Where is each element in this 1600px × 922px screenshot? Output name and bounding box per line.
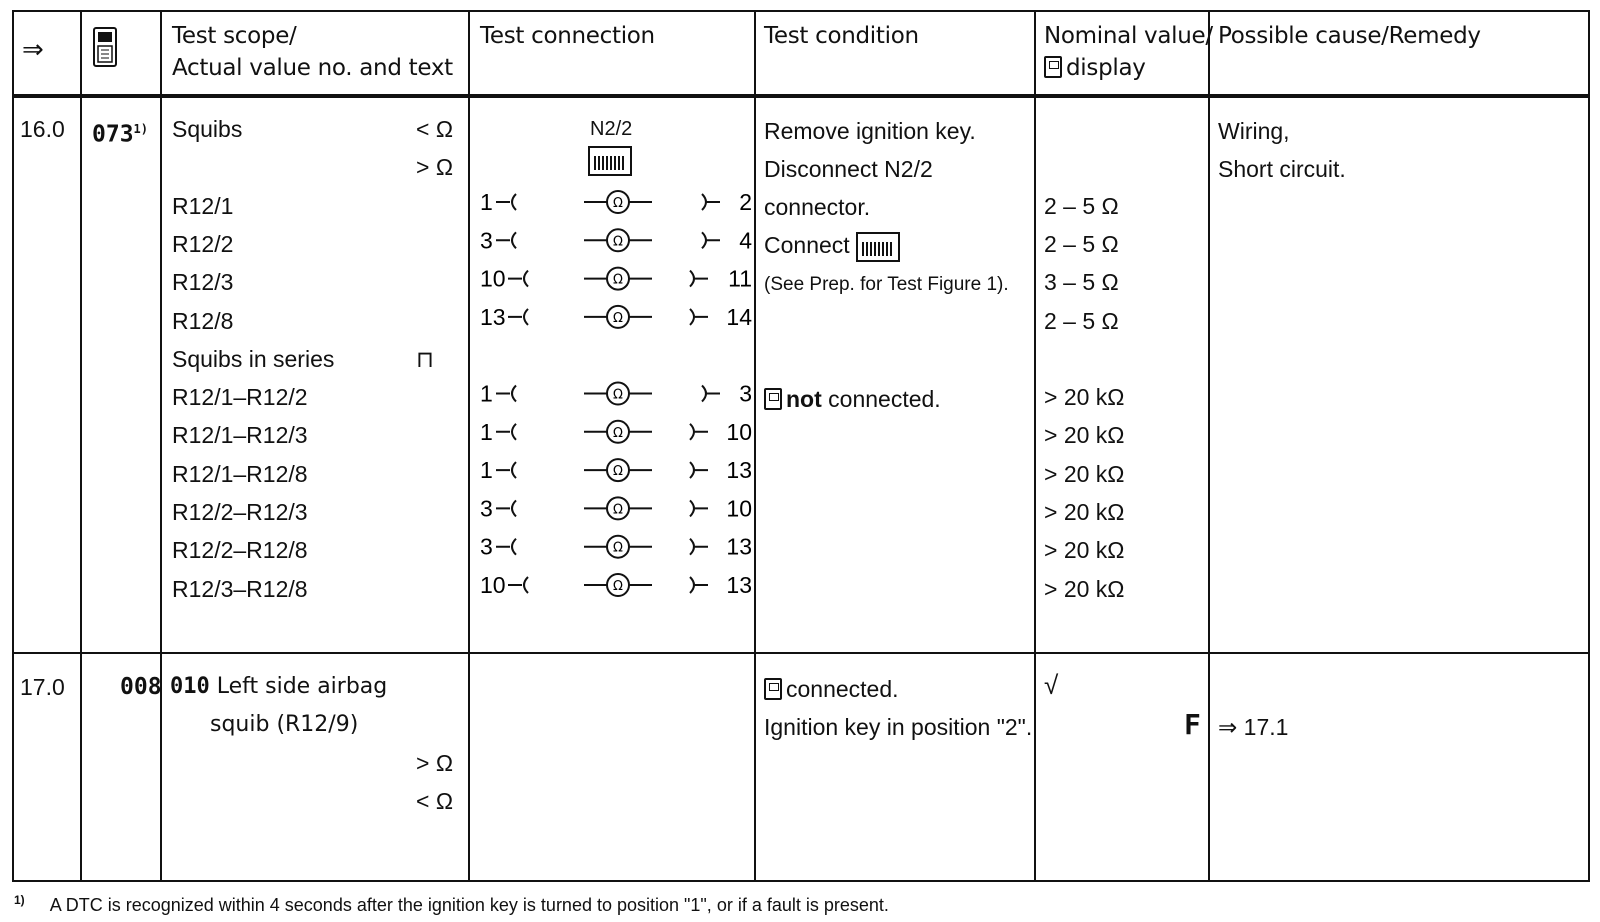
ohm-glyph: Ω [613,540,623,556]
pin-connections [470,182,754,602]
pin-number-a: 3 [480,227,493,254]
ohm-glyph: Ω [613,196,623,211]
scope-item: Squibs in series [172,345,335,372]
connector-plug [496,386,516,402]
nominal-value: 3 – 5 Ω [1044,269,1119,296]
nominal-value: 2 – 5 Ω [1044,192,1119,219]
ohm-glyph: Ω [613,425,623,441]
header-test-connection: Test connection [480,23,655,49]
connector-socket [690,271,708,287]
scope-item: R12/1–R12/3 [172,422,308,449]
tester-icon [1044,56,1062,78]
column-divider [160,12,162,880]
nominal-fault-flag: F [1184,708,1201,741]
footnote: $^{1)}$ A DTC is recognized within 4 seconds after the ignition key is turned to position "1", or if a fault is present. [14,893,889,915]
scope-item: R12/1 [172,192,234,219]
connector-plug [508,271,528,287]
scope-squib-r12-9: squib (R12/9) [210,712,359,737]
condition-remove-key: Remove ignition key. [764,118,976,144]
connector-socket [690,462,708,478]
pin-number-b: 13 [726,457,752,484]
connector-socket [702,386,720,402]
connector-plug [496,500,516,516]
pin-number-b: 14 [726,303,752,330]
scope-left-airbag: 010 Left side airbag [170,674,388,699]
breakout-box-icon [856,232,900,262]
pin-number-b: 13 [726,533,752,560]
condition-see-prep: (See Prep. for Test Figure 1). [764,274,1009,295]
connector-label: N2/2 [590,118,633,140]
cause-wiring: Wiring, [1218,118,1290,144]
nominal-value: > 20 kΩ [1044,575,1125,602]
pin-number-b: 13 [726,572,752,598]
pin-number-a: 10 [480,265,506,292]
pin-number-b: 10 [726,495,752,522]
tester-icon [764,678,782,700]
pin-number-a: 1 [480,457,493,484]
tester-icon [92,26,118,77]
scope-item-suffix: ⊓ [416,345,434,372]
ohm-glyph: Ω [613,234,623,250]
condition-connect: Connect [764,226,900,264]
tester-icon [764,388,782,410]
scope-item: R12/1–R12/2 [172,384,308,411]
breakout-box-icon [588,146,632,176]
pin-number-b: 4 [739,227,752,254]
ohm-glyph: Ω [613,502,623,518]
cause-short-circuit: Short circuit. [1218,156,1346,182]
scope-item: R12/1–R12/8 [172,460,308,487]
nominal-check-mark: √ [1044,670,1059,700]
connector-plug [496,232,516,248]
scope-item: R12/8 [172,307,234,334]
scope-item: R12/3–R12/8 [172,575,308,602]
pin-number-b: 10 [726,418,752,445]
connector-socket [690,500,708,516]
nominal-value: > 20 kΩ [1044,460,1125,487]
pin-number-a: 3 [480,533,493,560]
ohm-glyph: Ω [613,310,623,326]
header-nominal-value: Nominal value/ display [1044,23,1213,81]
scope-item: R12/2 [172,230,234,257]
scope-less-ohm: < Ω [416,788,454,814]
header-arrow: ⇒ [22,35,44,65]
column-divider [1034,12,1036,880]
dtc-code: 073$^{1)}$ [92,121,148,148]
condition-not-connected: not connected. [764,380,941,418]
scope-item: Squibs [172,116,243,142]
scope-item: R12/2–R12/8 [172,537,308,564]
pin-number-b: 3 [739,380,752,407]
scope-item-suffix: > Ω [416,154,454,181]
column-divider [754,12,756,880]
connector-socket [690,539,708,555]
condition-disconnect: Disconnect N2/2 [764,156,933,182]
pin-number-a: 3 [480,495,493,522]
header-divider [14,94,1588,98]
scope-item: R12/2–R12/3 [172,499,308,525]
scope-item: R12/3 [172,269,234,296]
pin-number-b: 11 [728,265,752,292]
nominal-value: > 20 kΩ [1044,499,1125,525]
ohm-glyph: Ω [613,579,623,594]
pin-number-a: 1 [480,380,493,407]
nominal-value: > 20 kΩ [1044,384,1125,411]
connector-plug [508,309,528,325]
nominal-value: 2 – 5 Ω [1044,230,1119,257]
dtc-code: 008 [120,674,162,700]
condition-connected: connected. [764,670,899,708]
row-divider [14,652,1588,654]
ohm-glyph: Ω [613,272,623,288]
header-test-condition: Test condition [764,23,919,49]
connector-socket [702,232,720,248]
pin-number-b: 2 [739,189,752,215]
connector-socket [690,424,708,440]
condition-ignition-position: Ignition key in position "2". [764,714,1033,740]
connector-socket [690,577,708,593]
diagnostic-table [12,10,1590,882]
condition-connector: connector. [764,194,871,220]
nominal-value: 2 – 5 Ω [1044,307,1119,334]
ohm-glyph: Ω [613,464,623,480]
pin-number-a: 1 [480,418,493,445]
connector-plug [496,462,516,478]
scope-greater-ohm: > Ω [416,750,454,776]
column-divider [1208,12,1210,880]
connector-plug [496,539,516,555]
connector-socket [702,194,720,210]
header-possible-cause: Possible cause/Remedy [1218,23,1481,49]
connector-plug [496,424,516,440]
step-number: 16.0 [20,116,65,142]
connector-plug [496,194,516,210]
step-number: 17.0 [20,674,65,700]
connector-socket [690,309,708,325]
column-divider [80,12,82,880]
header-test-scope: Test scope/ Actual value no. and text [172,23,453,81]
pin-number-a: 10 [480,572,506,598]
cause-goto-17-1: ⇒ 17.1 [1218,714,1289,740]
ohm-glyph: Ω [613,387,623,403]
pin-number-a: 1 [480,189,493,215]
nominal-value: > 20 kΩ [1044,422,1125,449]
scope-item-suffix: < Ω [416,116,454,142]
nominal-value: > 20 kΩ [1044,537,1125,564]
pin-number-a: 13 [480,303,506,330]
connector-plug [508,577,528,593]
